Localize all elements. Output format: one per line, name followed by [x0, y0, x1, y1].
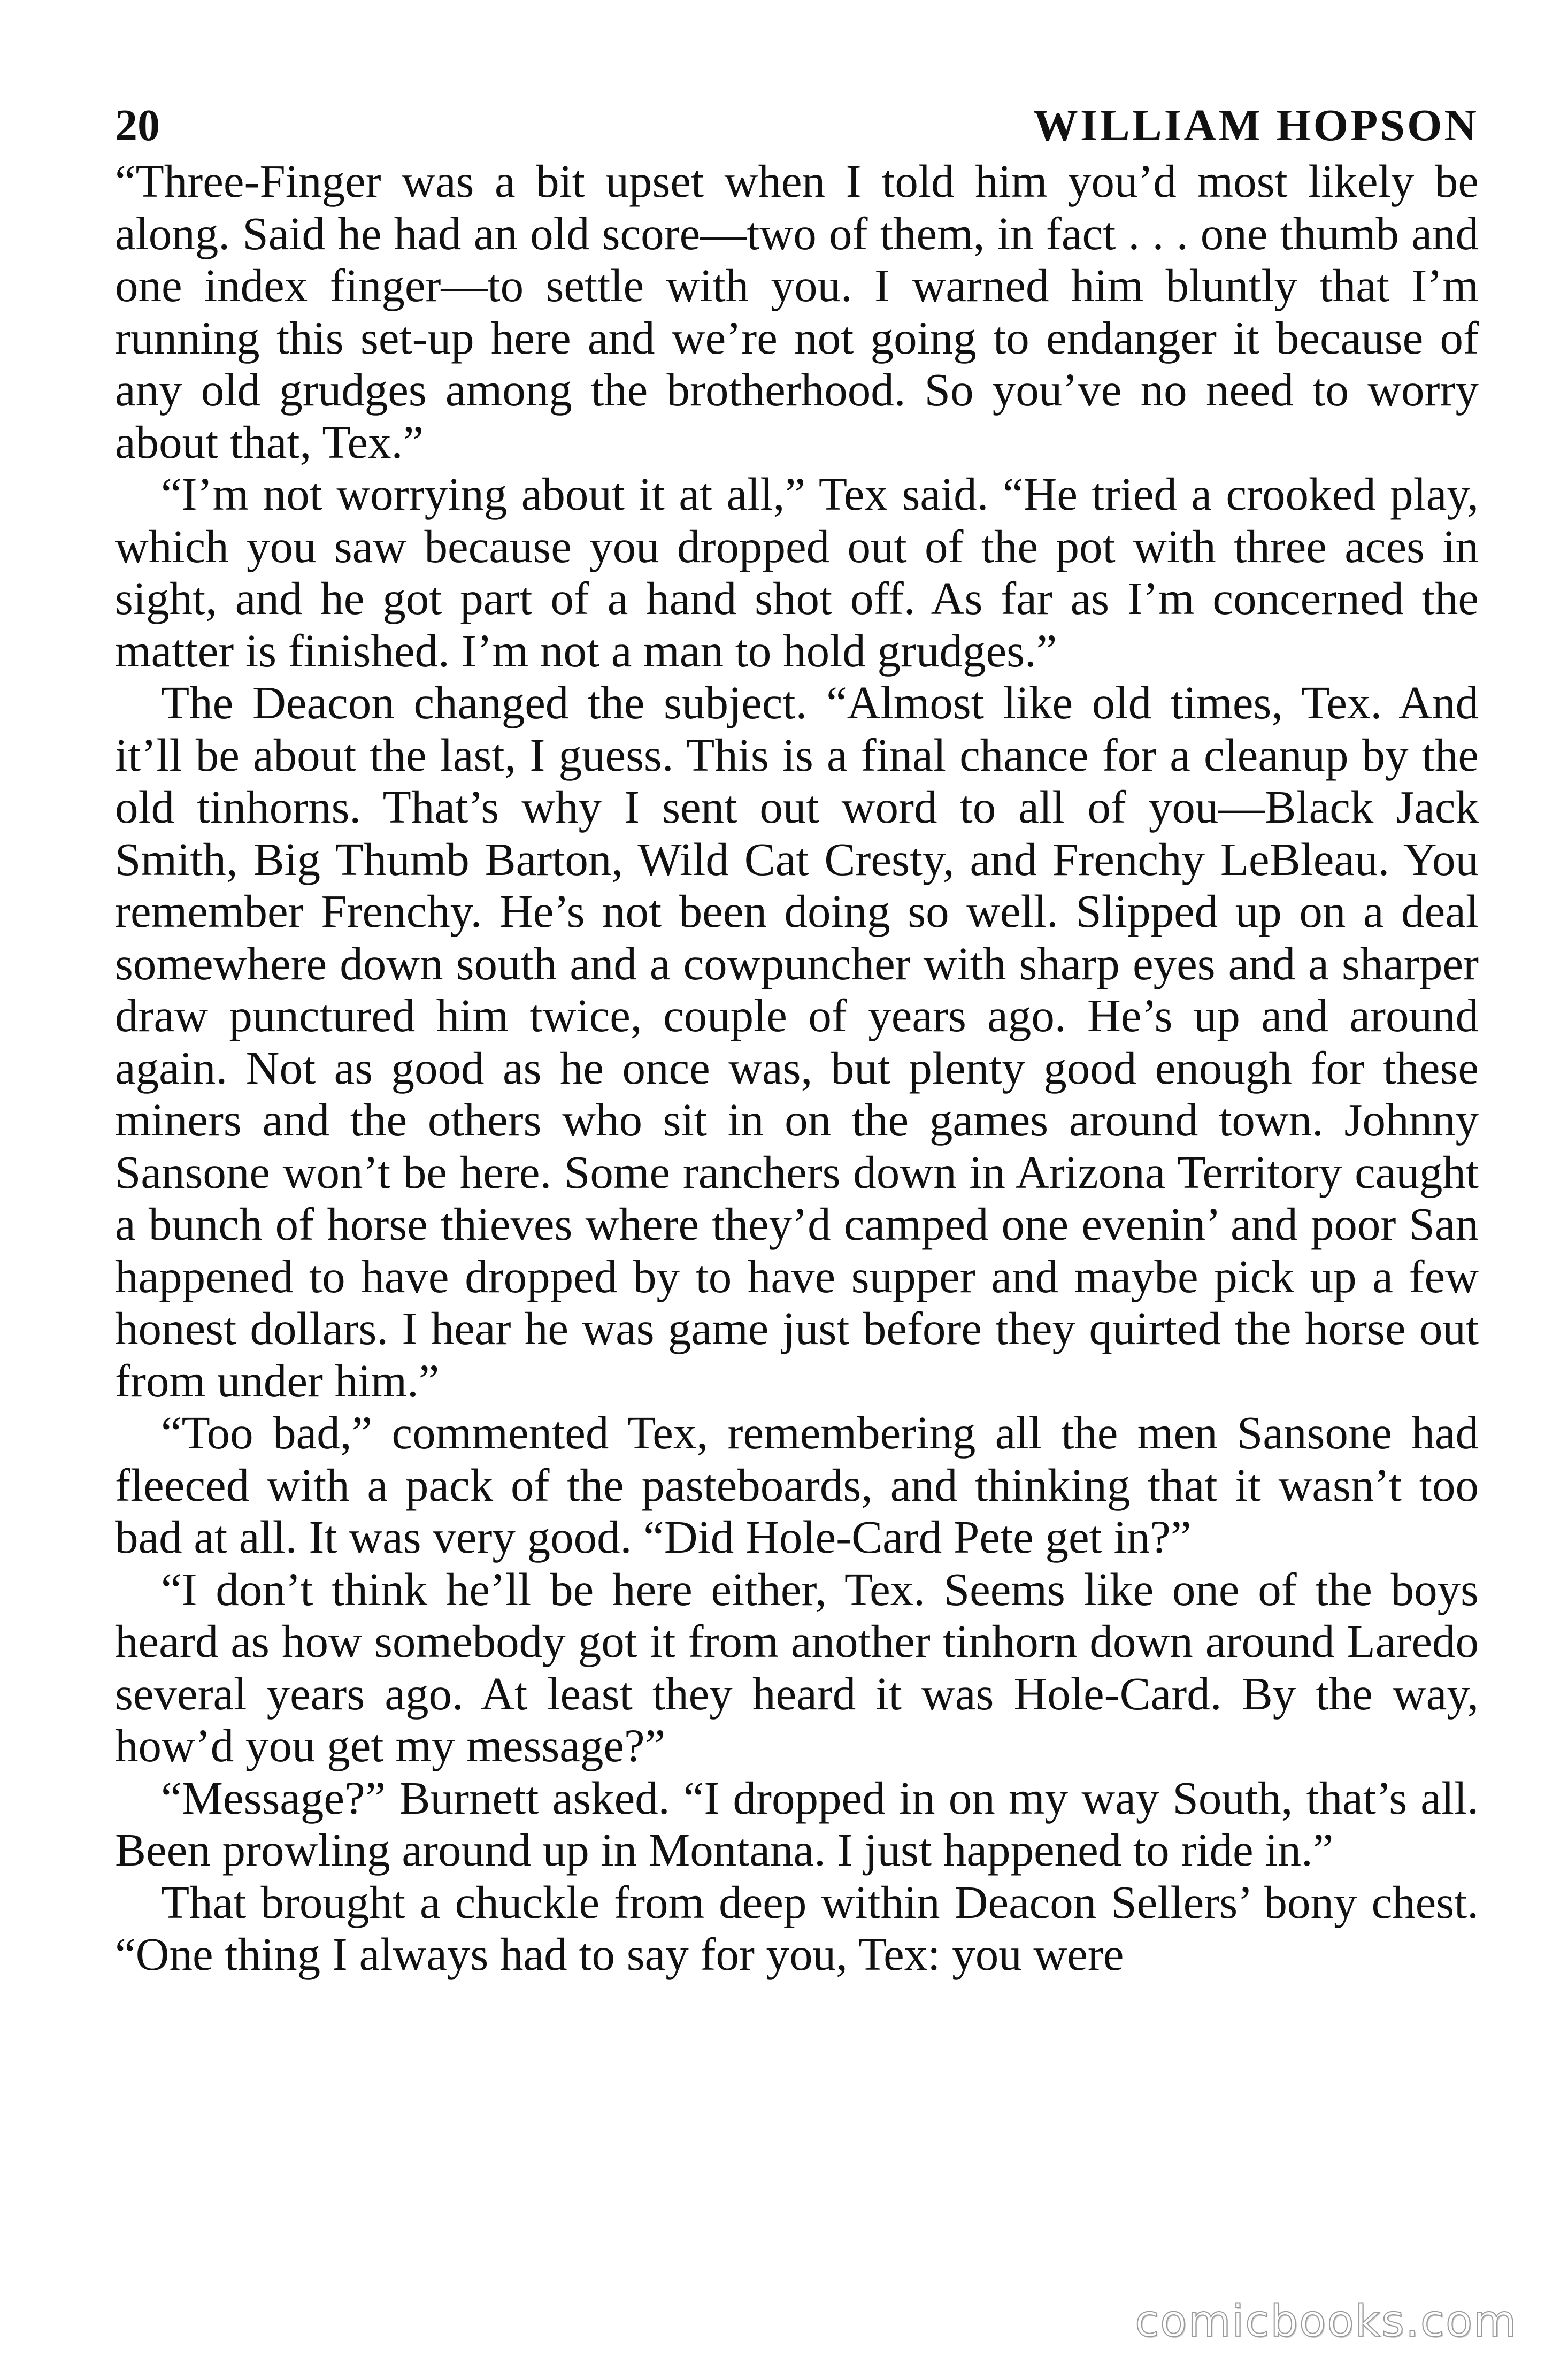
paragraph: That brought a chuckle from deep within Deacon Sellers’ bony chest. “One thing I always had to say for you, Tex: you were	[115, 1876, 1479, 1980]
book-page	[115, 96, 1479, 2343]
paragraph: “Message?” Burnett asked. “I dropped in on my way South, that’s all. Been prowling around up in Montana. I just happened to ride in.”	[115, 1771, 1479, 1876]
paragraph: The Deacon changed the subject. “Almost like old times, Tex. And it’ll be about the last, I guess. This is a final chance for a cleanup by the old tinhorns. That’s why I sent out word to all of you—Black Jack Smith, Big Thumb Barton, Wild Cat Cresty, and Frenchy LeBleau. You remember Frenchy. He’s not been doing so well. Slipped up on a deal somewhere down south and a cowpuncher with sharp eyes and a sharper draw punctured him twice, couple of years ago. He’s up and around again. Not as good as he once was, but plenty good enough for these miners and the others who sit in on the games around town. Johnny Sansone won’t be here. Some ranchers down in Arizona Territory caught a bunch of horse thieves where they’d camped one evenin’ and poor San happened to have dropped by to have supper and maybe pick up a few honest dollars. I hear he was game just before they quirted the horse out from under him.”	[115, 677, 1479, 1407]
body-text	[115, 155, 1479, 1981]
running-head	[115, 96, 1479, 155]
paragraph: “I’m not worrying about it at all,” Tex said. “He tried a crooked play, which you saw because you dropped out of the pot with three aces in sight, and he got part of a hand shot off. As far as I’m concerned the matter is finished. I’m not a man to hold grudges.”	[115, 468, 1479, 677]
running-title: WILLIAM HOPSON	[1033, 101, 1479, 150]
page-number: 20	[115, 101, 160, 150]
paragraph: “I don’t think he’ll be here either, Tex. Seems like one of the boys heard as how somebody got it from another tinhorn down around Laredo several years ago. At least they heard it was Hole-Card. By the way, how’d you get my message?”	[115, 1563, 1479, 1771]
paragraph: “Three-Finger was a bit upset when I told him you’d most likely be along. Said he had an old score—two of them, in fact . . . one thumb and one index finger—to settle with you. I warned him bluntly that I’m running this set-up here and we’re not going to endanger it because of any old grudges among the brotherhood. So you’ve no need to worry about that, Tex.”	[115, 155, 1479, 468]
paragraph: “Too bad,” commented Tex, remembering all the men Sansone had fleeced with a pack of the pasteboards, and thinking that it wasn’t too bad at all. It was very good. “Did Hole-Card Pete get in?”	[115, 1407, 1479, 1563]
watermark: comicbooks.com	[1135, 2296, 1517, 2347]
